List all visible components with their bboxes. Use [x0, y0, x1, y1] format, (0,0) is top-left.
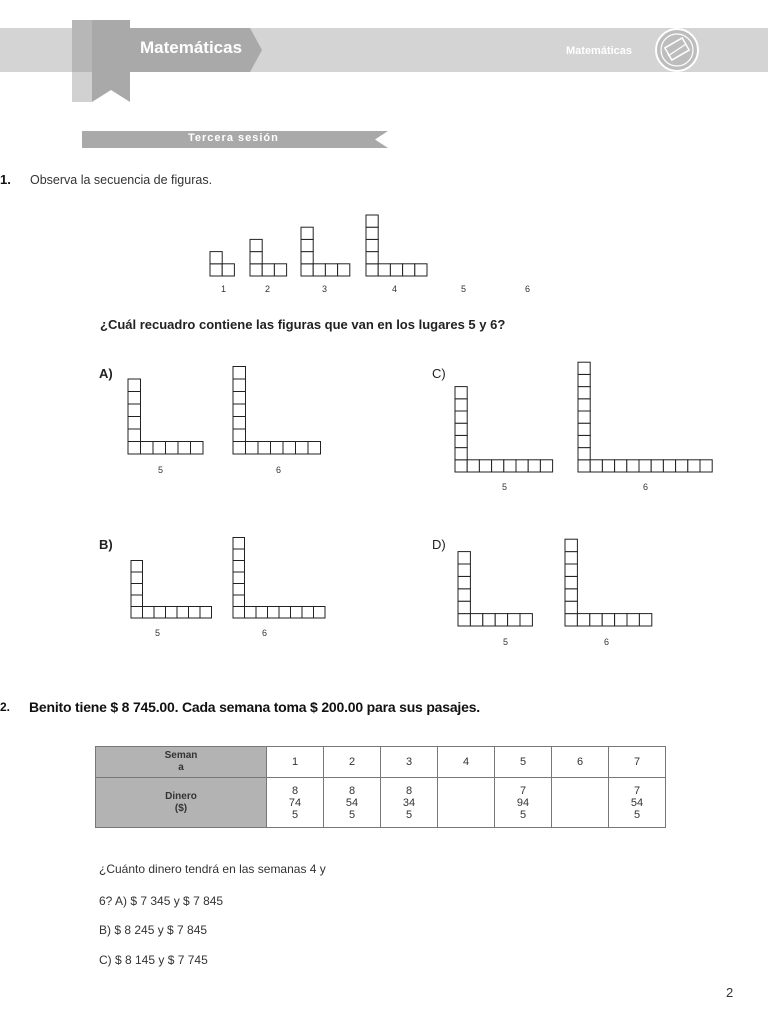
option-d-figure-5-square [458, 552, 470, 564]
option-b-figure-6-square [233, 561, 245, 573]
sequence-label-4: 4 [392, 284, 398, 294]
option-d-figure-5-label: 5 [503, 637, 509, 647]
question-2-option-c[interactable]: C) $ 8 145 y $ 7 745 [99, 953, 208, 967]
option-b-figure-6-square [291, 607, 303, 619]
table-cell-week: 4 [438, 747, 495, 778]
question-1-text: ¿Cuál recuadro contiene las figuras que van en los lugares 5 y 6? [100, 317, 506, 332]
option-c-figure-6-square [578, 435, 590, 447]
option-c-figure-5-square [504, 460, 516, 472]
option-a-figure-5-square [141, 442, 154, 455]
option-c-figure-5-square [540, 460, 552, 472]
option-a-figure-6-square [233, 442, 246, 455]
option-a-figure-6-square [233, 404, 246, 417]
subject-right-label: Matemáticas [566, 45, 633, 57]
option-b-figure-5-square [177, 607, 189, 619]
option-b-figure-5-square [200, 607, 212, 619]
table-cell-money: 7 94 5 [495, 778, 552, 828]
option-b-figure-5-square [143, 607, 155, 619]
sequence-label-6: 6 [525, 284, 531, 294]
table-cell-money: 8 34 5 [381, 778, 438, 828]
option-d-figure-6-square [565, 589, 577, 601]
option-a-figure-5-square [128, 429, 141, 442]
option-c-figure-6-square [578, 448, 590, 460]
option-b-figure-6-square [233, 572, 245, 584]
option-d-figure-5-square [458, 601, 470, 613]
option-c-figure-5-square [455, 411, 467, 423]
option-a-figure-6-square [308, 442, 321, 455]
option-c-figure-6-square [676, 460, 688, 472]
table-cell-money: 8 74 5 [267, 778, 324, 828]
option-c-figure-5-square [455, 460, 467, 472]
question-2-text-line1: ¿Cuánto dinero tendrá en las semanas 4 y [99, 862, 326, 876]
option-c-figure-6-square [578, 374, 590, 386]
option-a-label[interactable]: A) [99, 366, 113, 381]
option-a-figure-6-square [258, 442, 271, 455]
option-b-figure-6-square [314, 607, 326, 619]
option-d-figure-5-square [458, 614, 470, 626]
table-cell-money-empty[interactable] [552, 778, 609, 828]
option-a-figure-5-square [191, 442, 204, 455]
option-d-figure-6-square [565, 539, 577, 551]
option-d-figure-6-label: 6 [604, 637, 610, 647]
option-d-figure-6-square [565, 614, 577, 626]
option-a-figure-5-square [128, 379, 141, 392]
option-d-figure-6-square [577, 614, 589, 626]
option-c-figure-5-square [479, 460, 491, 472]
option-d-figure-5-square [458, 589, 470, 601]
option-d-figure-5-square [458, 564, 470, 576]
sequence-label-5: 5 [461, 284, 467, 294]
option-a-figure-5-square [128, 404, 141, 417]
option-d-figure-5-square [508, 614, 520, 626]
option-d-figure-6-square [639, 614, 651, 626]
option-a-figure-6-label: 6 [276, 465, 282, 475]
option-c-figure-5-square [516, 460, 528, 472]
option-c-figure-6-square [700, 460, 712, 472]
session-label: Tercera sesión [188, 132, 279, 144]
option-d-figure-6-square [565, 576, 577, 588]
option-b-figure-6-label: 6 [262, 628, 268, 638]
option-d-figure-5-square [470, 614, 482, 626]
option-c-figure-5-square [467, 460, 479, 472]
option-c-figure-5-square [455, 387, 467, 399]
option-a-figure-6-square [271, 442, 284, 455]
sequence-label-1: 1 [221, 284, 227, 294]
sequence-label-2: 2 [265, 284, 271, 294]
option-c-figure-5-square [455, 435, 467, 447]
option-a-figure-6-square [233, 417, 246, 430]
option-c-figure-6-square [590, 460, 602, 472]
option-c-figure-6-square [663, 460, 675, 472]
option-b-figure-5-square [166, 607, 178, 619]
option-c-figure-6-square [578, 387, 590, 399]
option-b-figure-6-square [302, 607, 314, 619]
option-a-figure-6-square [296, 442, 309, 455]
option-b-figure-6-square [233, 595, 245, 607]
option-b-figure-6-square [268, 607, 280, 619]
option-a-figure-5-square [178, 442, 191, 455]
question-2-option-b[interactable]: B) $ 8 245 y $ 7 845 [99, 923, 208, 937]
table-cell-week: 5 [495, 747, 552, 778]
option-d-figure-5-square [458, 576, 470, 588]
option-a-figure-5-square [128, 417, 141, 430]
option-a-figure-5-square [128, 392, 141, 405]
option-c-figure-6-square [578, 399, 590, 411]
option-c-figure-5-square [455, 448, 467, 460]
option-a-figure-5-square [128, 442, 141, 455]
option-c-figure-6-square [615, 460, 627, 472]
table-cell-money-empty[interactable] [438, 778, 495, 828]
option-d-figure-5-square [495, 614, 507, 626]
option-b-figure-5-label: 5 [155, 628, 161, 638]
option-b-figure-5-square [131, 595, 143, 607]
option-d-figure-6-square [565, 552, 577, 564]
option-a-figure-6-square [246, 442, 259, 455]
question-1-prompt: Observa la secuencia de figuras. [30, 173, 213, 187]
table-row-money [96, 778, 666, 828]
option-b-figure-5-square [131, 584, 143, 596]
page-number: 2 [726, 985, 734, 1000]
option-b-figure-6-square [233, 584, 245, 596]
question-1-number: 1. [0, 172, 11, 187]
table-cell-week: 3 [381, 747, 438, 778]
option-a-figure-5-square [166, 442, 179, 455]
option-c-figure-6-label: 6 [643, 482, 649, 492]
option-d-figure-6-square [602, 614, 614, 626]
option-b-figure-5-square [154, 607, 166, 619]
option-b-figure-6-square [245, 607, 257, 619]
table-cell-money: 7 54 5 [609, 778, 666, 828]
option-c-label[interactable]: C) [432, 366, 446, 381]
option-b-figure-6-square [256, 607, 268, 619]
question-2-option-a[interactable]: 6? A) $ 7 345 y $ 7 845 [99, 894, 224, 908]
option-b-figure-6-square [233, 607, 245, 619]
option-d-figure-6-square [590, 614, 602, 626]
option-c-figure-6-square [639, 460, 651, 472]
table-header-week: Seman a [96, 747, 267, 778]
table-header-money: Dinero ($) [96, 778, 267, 828]
sequence-label-3: 3 [322, 284, 328, 294]
option-b-figure-6-square [233, 549, 245, 561]
table-cell-week: 7 [609, 747, 666, 778]
table-row-weeks [96, 747, 666, 778]
question-2-number: 2. [0, 700, 11, 714]
option-a-figure-6-square [283, 442, 296, 455]
money-table [95, 746, 666, 828]
option-c-figure-6-square [602, 460, 614, 472]
table-cell-week: 1 [267, 747, 324, 778]
option-a-figure-6-square [233, 379, 246, 392]
option-d-figure-6-square [627, 614, 639, 626]
option-d-figure-6-square [565, 601, 577, 613]
option-c-figure-6-square [578, 411, 590, 423]
option-a-figure-6-square [233, 429, 246, 442]
option-c-figure-6-square [651, 460, 663, 472]
table-cell-week: 2 [324, 747, 381, 778]
option-c-figure-5-square [455, 399, 467, 411]
option-c-figure-6-square [578, 460, 590, 472]
option-d-figure-5-square [483, 614, 495, 626]
option-c-figure-5-square [528, 460, 540, 472]
option-a-figure-6-square [233, 367, 246, 380]
option-d-figure-6-square [615, 614, 627, 626]
option-d-label[interactable]: D) [432, 537, 446, 552]
option-a-figure-6-square [233, 392, 246, 405]
option-b-figure-5-square [131, 607, 143, 619]
option-d-figure-6-square [565, 564, 577, 576]
option-b-figure-5-square [131, 572, 143, 584]
table-cell-week: 6 [552, 747, 609, 778]
option-c-figure-5-label: 5 [502, 482, 508, 492]
option-d-figure-5-square [520, 614, 532, 626]
option-b-figure-5-square [131, 561, 143, 573]
option-b-label[interactable]: B) [99, 537, 113, 552]
table-cell-money: 8 54 5 [324, 778, 381, 828]
question-2-statement: Benito tiene $ 8 745.00. Cada semana toma $ 200.00 para sus pasajes. [29, 699, 480, 715]
option-c-figure-6-square [688, 460, 700, 472]
option-a-figure-5-square [153, 442, 166, 455]
option-c-figure-6-square [578, 423, 590, 435]
option-c-figure-5-square [455, 423, 467, 435]
option-b-figure-6-square [279, 607, 291, 619]
option-b-figure-6-square [233, 538, 245, 550]
option-b-figure-5-square [189, 607, 201, 619]
option-c-figure-6-square [578, 362, 590, 374]
option-c-figure-6-square [627, 460, 639, 472]
option-a-figure-5-label: 5 [158, 465, 164, 475]
subject-title: Matemáticas [140, 38, 243, 57]
option-c-figure-5-square [492, 460, 504, 472]
